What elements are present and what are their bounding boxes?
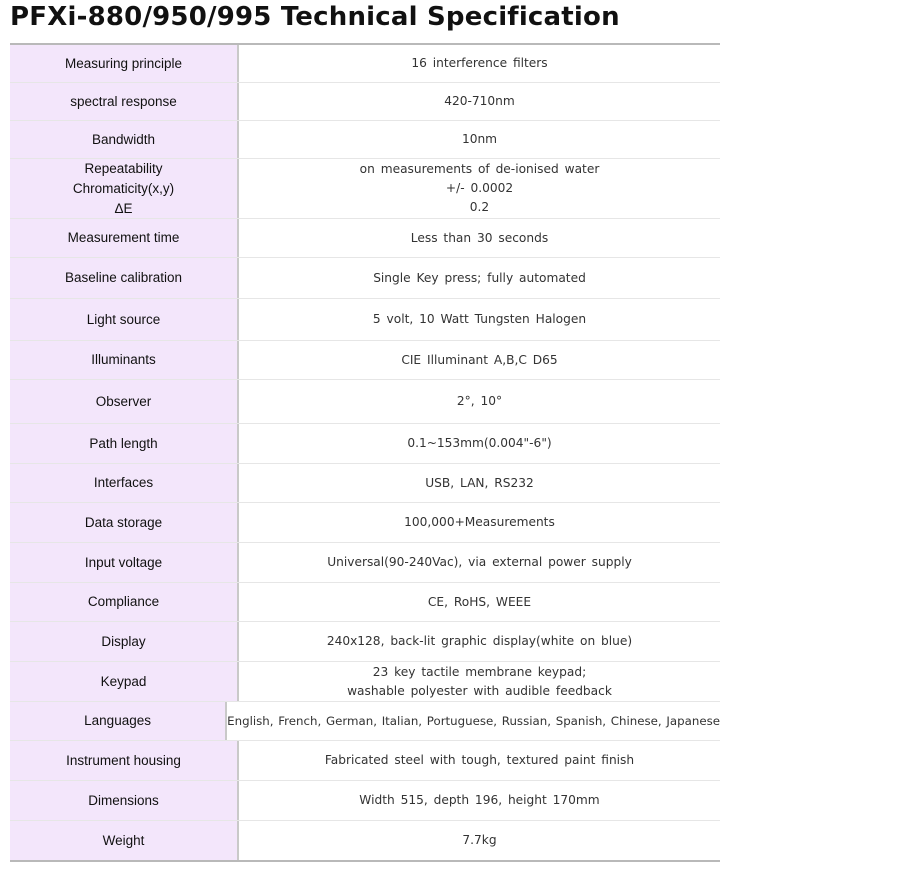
spec-row-compliance [10, 583, 720, 622]
spec-value: Less than 30 seconds [410, 230, 549, 245]
spec-value: 240x128, back-lit graphic display(white on blue) [326, 634, 633, 648]
spec-value: USB, LAN, RS232 [425, 475, 534, 490]
spec-row-interfaces [10, 464, 720, 503]
spec-value: 2°, 10° [456, 394, 503, 408]
spec-value-line: washable polyester with audible feedback [347, 683, 612, 698]
spec-value: Width 515, depth 196, height 170mm [359, 793, 600, 807]
spec-label: Instrument housing [10, 741, 239, 780]
spec-label: Path length [10, 424, 239, 463]
spec-label-line: ΔE [114, 200, 133, 216]
spec-value: CE, RoHS, WEEE [427, 594, 532, 609]
spec-label: Weight [10, 821, 239, 860]
spec-label: Measuring principle [10, 45, 239, 82]
spec-row-observer [10, 380, 720, 424]
spec-value-line: 23 key tactile membrane keypad; [372, 664, 587, 679]
spec-row-weight [10, 821, 720, 860]
spec-row-baseline-calibration [10, 258, 720, 299]
spec-value: 100,000+Measurements [404, 515, 555, 529]
spec-row-input-voltage [10, 543, 720, 583]
spec-label: Data storage [10, 503, 239, 542]
spec-value: 16 interference filters [411, 56, 548, 70]
spec-value: 0.1~153mm(0.004"-6") [407, 436, 552, 450]
spec-row-display [10, 622, 720, 662]
spec-row-spectral-response [10, 83, 720, 121]
spec-row-dimensions [10, 781, 720, 821]
spec-value: Fabricated steel with tough, textured paint finish [324, 753, 635, 767]
spec-label: Baseline calibration [10, 258, 239, 298]
spec-value-line: 0.2 [469, 200, 490, 214]
spec-row-repeatability [10, 159, 720, 219]
spec-value: English, French, German, Italian, Portuguese, Russian, Spanish, Chinese, Japanese [227, 713, 720, 728]
spec-row-path-length [10, 424, 720, 464]
spec-row-data-storage [10, 503, 720, 543]
spec-value: 10nm [461, 132, 498, 146]
spec-row-instrument-housing [10, 741, 720, 781]
spec-label: Interfaces [10, 464, 239, 502]
spec-label: Bandwidth [10, 121, 239, 158]
spec-value [239, 159, 720, 218]
spec-label: Keypad [10, 662, 239, 701]
spec-value: 5 volt, 10 Watt Tungsten Halogen [372, 312, 587, 326]
spec-value: Universal(90-240Vac), via external power supply [327, 555, 632, 569]
spec-value: Single Key press; fully automated [373, 270, 586, 285]
spec-label: Dimensions [10, 781, 239, 820]
spec-label: Observer [10, 380, 239, 423]
spec-label-line: Repeatability [84, 160, 163, 176]
spec-label: Light source [10, 299, 239, 340]
spec-value [239, 662, 720, 701]
spec-row-light-source [10, 299, 720, 341]
spec-value: CIE Illuminant A,B,C D65 [401, 352, 558, 367]
spec-row-illuminants [10, 341, 720, 380]
spec-label-line: Chromaticity(x,y) [72, 180, 175, 196]
spec-row-languages [10, 702, 720, 741]
spec-label: Display [10, 622, 239, 661]
spec-label: Languages [10, 702, 227, 740]
spec-label: Input voltage [10, 543, 239, 582]
spec-value: 7.7kg [462, 833, 497, 847]
spec-label: Measurement time [10, 219, 239, 257]
spec-label: spectral response [10, 83, 239, 120]
spec-row-bandwidth [10, 121, 720, 159]
spec-row-measurement-time [10, 219, 720, 258]
spec-row-keypad [10, 662, 720, 702]
spec-value: 420-710nm [444, 94, 515, 108]
spec-row-measuring-principle [10, 45, 720, 83]
spec-label: Compliance [10, 583, 239, 621]
spec-table [10, 43, 720, 862]
spec-value-line: on measurements of de-ionised water [359, 162, 600, 176]
spec-value-line: +/- 0.0002 [445, 181, 514, 195]
page-title: PFXi-880/950/995 Technical Specification [10, 2, 620, 32]
spec-label [10, 159, 239, 218]
spec-label: Illuminants [10, 341, 239, 379]
